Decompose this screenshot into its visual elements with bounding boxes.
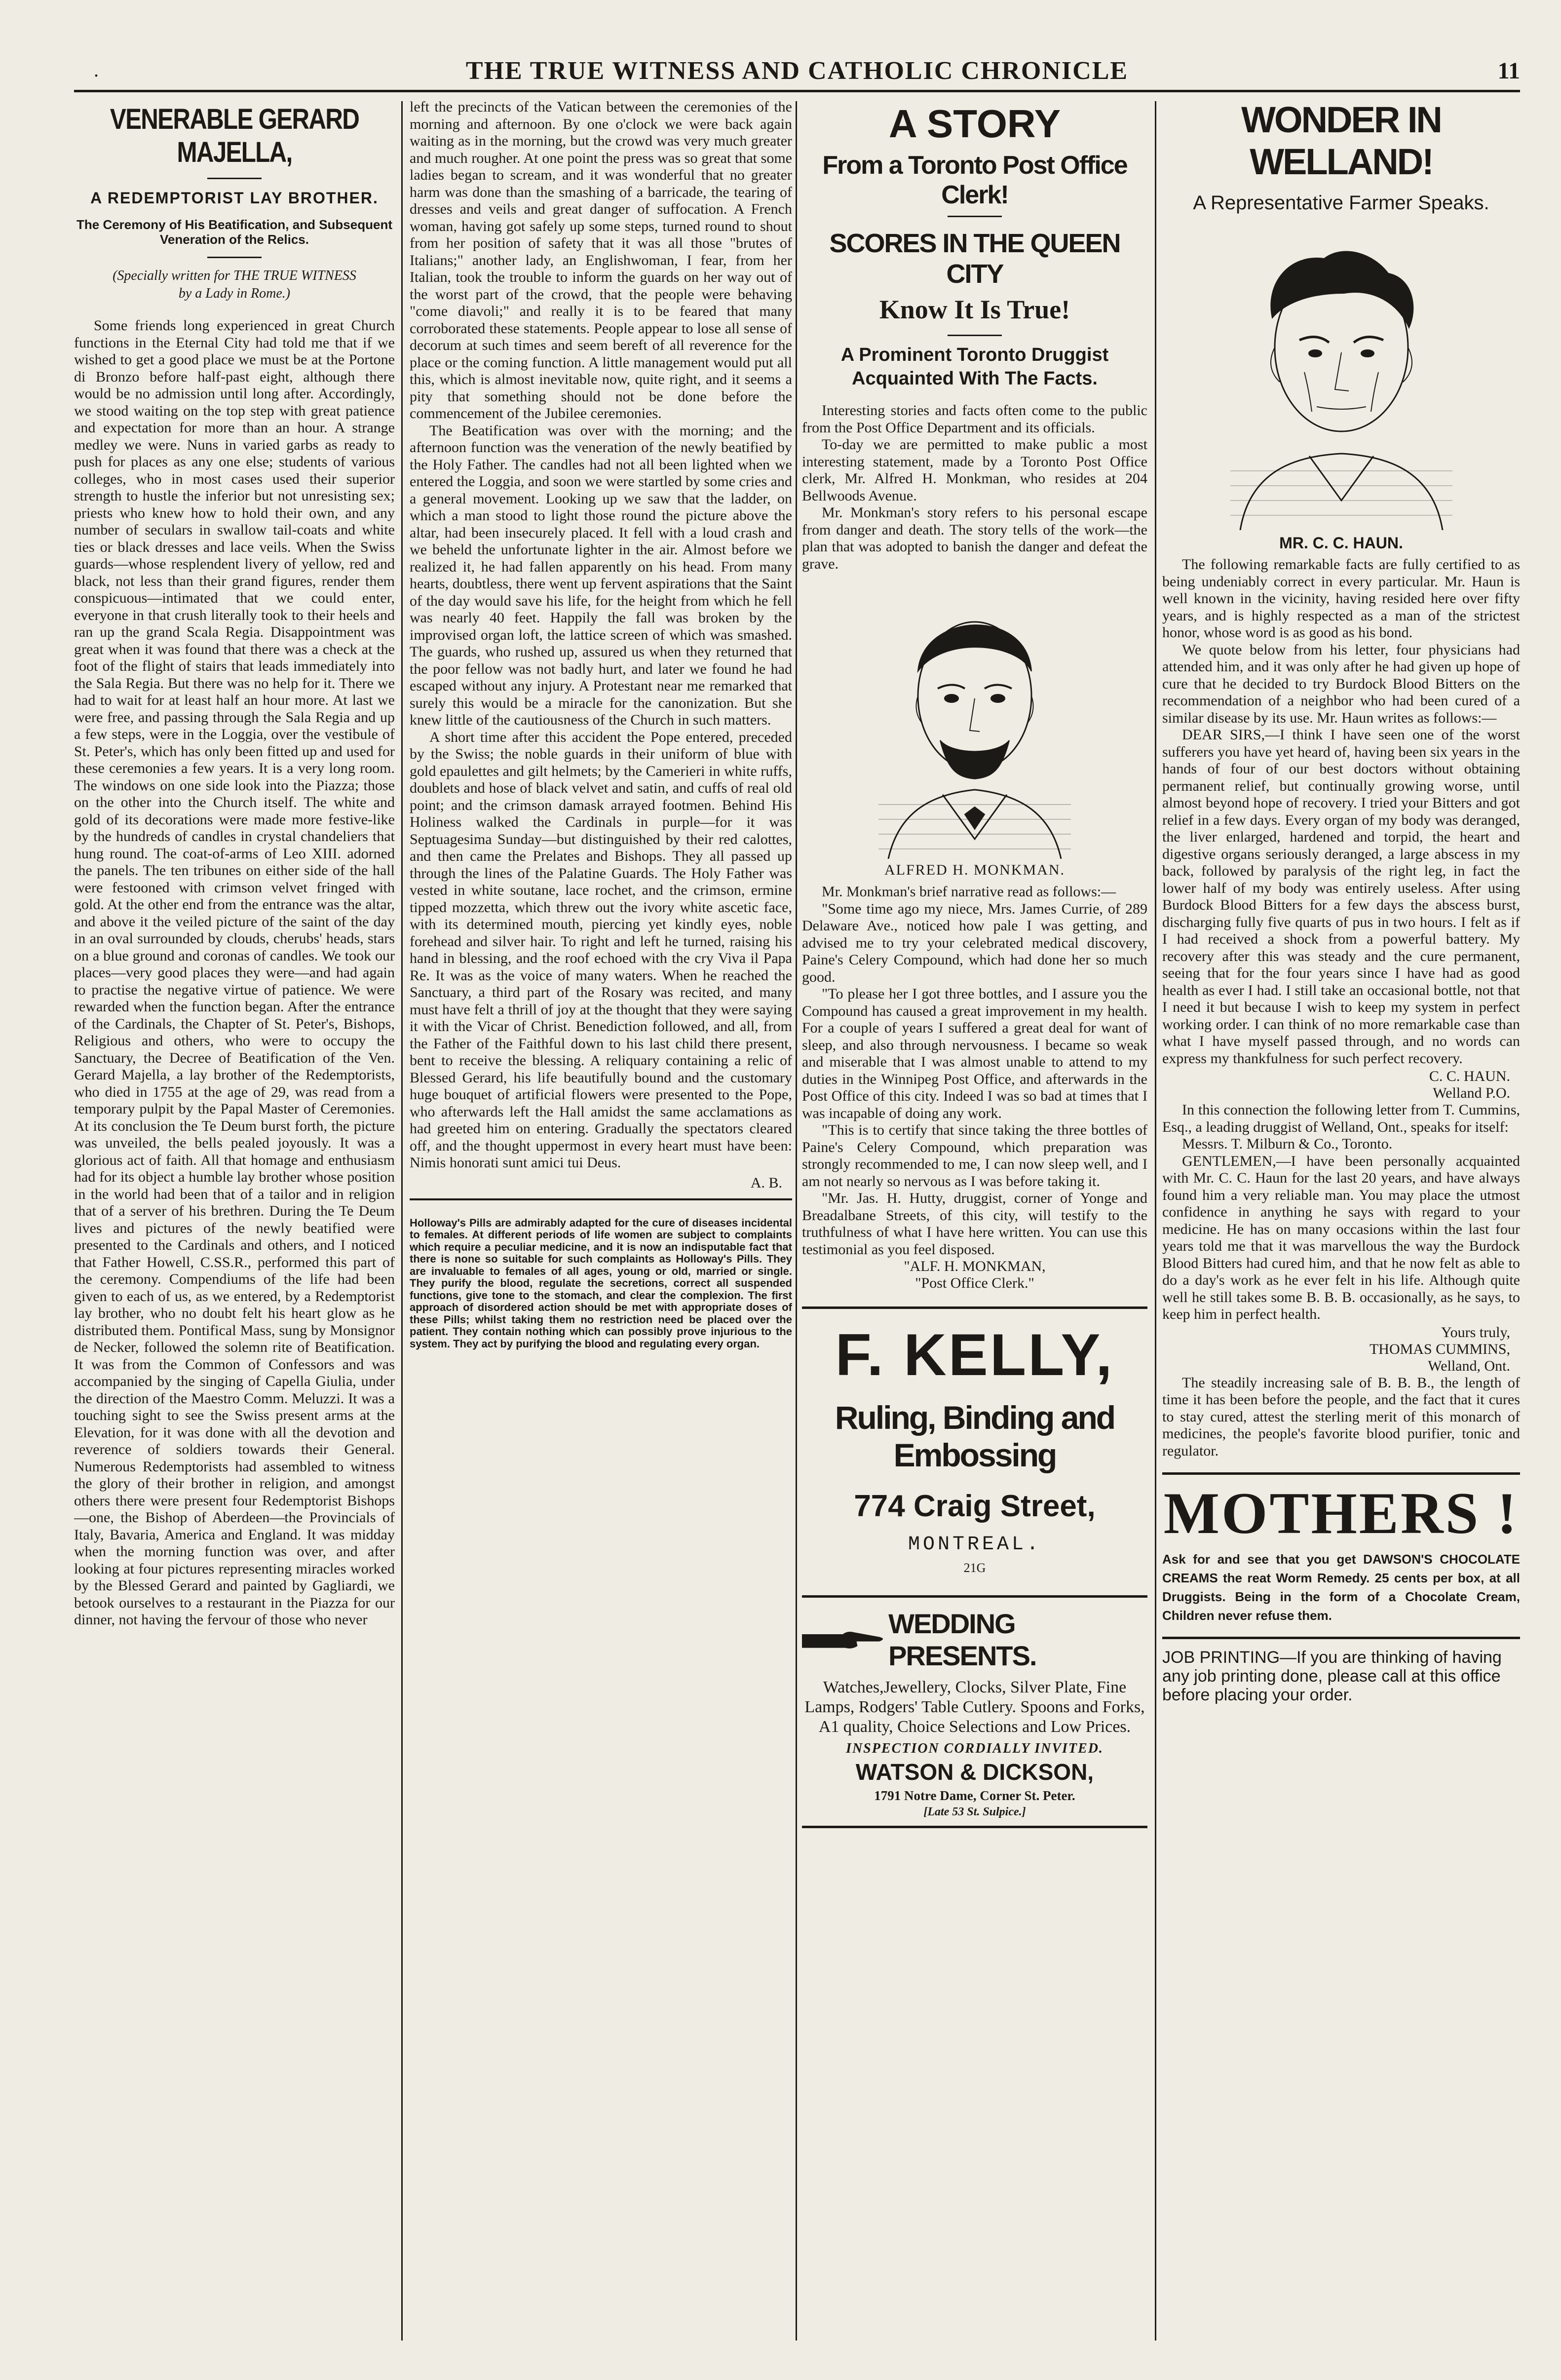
kelly-ad-services: Ruling, Binding and Embossing <box>835 1399 1115 1473</box>
testimonial-paragraph: DEAR SIRS,—I think I have seen one of the worst sufferers you have yet heard of, having been six years in the hands of four of our best doctors without obtaining permanent relief, but continually growing worse, until almost beyond hope of recovery. I tried your Bitters and got relief in a few days. Every organ of my body was deranged, the liver enlarged, hardened and torpid, the heart and digestive organs seriously deranged, a large abscess in my back, followed by paralysis of the right leg, in fact the lower half of my body was entirely useless. After using Burdock Blood Bitters for a few days the abscess burst, discharging fully five quarts of pus in two hours. I felt as if I had received a shock from a powerful battery. My recovery after this was steady and the cure permanent, seeing that for the four years since I have had as good health as ever I had. I still take an occasional bottle, not that I need it but because I wish to keep my system in perfect working order. I can think of no more remarkable case than what I have myself passed through, and no words can express my thankfulness for such perfect recovery. <box>1162 727 1520 1067</box>
column-3 <box>802 99 1147 2350</box>
mothers-ad-headline: MOTHERS ! <box>1163 1480 1519 1546</box>
byline-line: by a Lady in Rome.) <box>178 286 291 301</box>
article-paragraph: Some friends long experienced in great Church functions in the Eternal City had told me that if we wished to get a good place we must be at the Portone di Bronzo before half-past eight, although there would be no admission until long after. Accordingly, we stood waiting on the top step with great patience and expectation for more than an hour. A strange medley we were. Nuns in varied garbs as ready to push for places as any one else; students of various colleges, who in most cases used their superior strength to hustle the inferior but not unresisting sex; priests who knew how to hold their own, and any number of seculars in swallow tail-coats and white ties or black dresses and lace veils. When the Swiss guards—whose resplendent livery of yellow, red and black, not less than their grand figures, render them conspicuous—intimated that we could enter, everyone in that crush literally took to their heels and ran up the grand Scala Regia. Disappointment was great when it was found that there was a check at the foot of the flight of stairs that leads immediately into the Sala Regia. But there was no help for it. There we had to wait for at least half an hour more. At last we were free, and passing through the Sala Regia and up a few steps, were in the Loggia, over the vestibule of St. Peter's, which has only been fitted up and used for these ceremonies a few years. It is a very long room. The windows on one side look into the Piazza; those on the other into the Church itself. The white and gold of its decorations were made more festive-like by the hundreds of candles in crystal chandeliers that hung round. The coat-of-arms of Leo XIII. adorned the panels. The ten tribunes on either side of the hall were festooned with crimson velvet fringed with gold. At the other end from the entrance was the altar, and above it the veiled picture of the saint of the day in an oval surrounded by clouds, cherubs' heads, stars on a blue ground and coronas of candles. We took our places—very good places they were—and had again to practise the negative virtue of patience. We were rewarded when the function began. After the entrance of the Cardinals, the Chapter of St. Peter's, Bishops, Religious and others, who were to occupy the Sanctuary, the Decree of Beatification of the Ven. Gerard Majella, a lay brother of the Redemptorists, who died in 1755 at the age of 29, was read from a temporary pulpit by the Papal Master of Ceremonies. At its conclusion the Te Deum burst forth, the picture was unveiled, the bells pealed joyously. It was a glorious act of faith. All that homage and enthusiasm had for its object a humble lay brother whose position in the world had been that of a tailor and in religion that of a server of his brethren. During the Te Deum lives and pictures of the newly beatified were presented to the Cardinals and others, and I noticed that Father Howell, C.SS.R., performed this part of the ceremony. Compendiums of the life had been given to each of us, as we entered, by a Redemptorist lay brother, who no doubt felt his heart glow as he distributed them. Pontifical Mass, sung by Monsignor de Necker, followed the solemn rite of Beatification. It was from the Common of Confessors and was accompanied by the singing of Capella Giulia, under the direction of the Maestro Comm. Meluzzi. It was a touching sight to see the Swiss present arms at the Elevation, for it was done with all the devotion and reverence of soldiers towards their General. Numerous Redemptorists had assembled to witness the glory of their brother in religion, and amongst others there were present four Redemptorist Bishops—one, the Bishop of Aberdeen—the Provincials of Italy, Bavaria, America and England. It was midday when the morning function was over, and after looking at four pictures representing miracles worked by the Blessed Gerard and painted by Gagliardi, we betook ourselves to a restaurant in the Piazza for our dinner, not having the fervour of those who never <box>74 317 395 1628</box>
testimonial-paragraph: "To please her I got three bottles, and I assure you the Compound has caused a great improvement in my health. For a couple of years I suffered a great deal for want of sleep, and also through nervousness. I became so weak and miserable that I was almost unable to attend to my duties in the Winnipeg Post Office, and afterwards in the Post Office of this city. Indeed I was so bad at times that I was incapable of doing any work. <box>802 986 1147 1121</box>
testimonial-paragraph: "Some time ago my niece, Mrs. James Currie, of 289 Delaware Ave., noticed how pale I was getting, and advised me to try your celebrated medical discovery, Paine's Celery Compound, which had done her so much good. <box>802 900 1147 985</box>
ad-subheadline: A Representative Farmer Speaks. <box>1193 192 1489 214</box>
signature-line: "Post Office Clerk." <box>915 1275 1034 1291</box>
column-2 <box>410 99 792 2350</box>
page-number: 11 <box>1497 58 1520 84</box>
article-paragraph: left the precincts of the Vatican between the ceremonies of the morning and afternoon. By one o'clock we were back again waiting as in the morning, but the crowd was very much greater and much rougher. At one point the press was so great that some ladies began to scream, and it was wonderful that no greater harm was done than the smashing of a barricade, the tearing of dresses and veils and great danger of suffocation. A French woman, having got safely up some steps, turned round to shout from her position of safety that it was all those "brutes of Italians;" another lady, an Englishwoman, I fear, from her Italian, took the trouble to inform the guards on her way out of the worst part of the crowd, that the people were behaving "come diavoli;" and really it is to be feared that many corroborated these statements. People appear to lose all sense of decorum at such times and seem bereft of all reverence for the place or the coming function. A little management would put all this, which is almost inevitable now, quite right, and it seems a pity that something should not be done before the commencement of the Jubilee ceremonies. <box>410 99 792 422</box>
testimonial-paragraph: "This is to certify that since taking the three bottles of Paine's Celery Compound, which preparation was strongly recommended to me, I can now sleep well, and I am not nearly so nervous as I was before taking it. <box>802 1122 1147 1190</box>
article-paragraph: A short time after this accident the Pope entered, preceded by the Swiss; the noble guards in their uniform of blue with gold epaulettes and gilt helmets; by the Camerieri in white ruffs, doublets and hose of black velvet and satin, and cuffs of real old point; and the crimson damask arrayed footmen. Behind His Holiness walked the Cardinals in purple—for it was Septuagesima Sunday—but distinguished by their red calottes, and then came the Prelates and Bishops. They all passed up through the lines of the Palatine Guards. The Holy Father was vested in white soutane, lace rochet, and the crimson, ermine tipped mozzetta, which threw out the ivory white ascetic face, with its determined mouth, piercing yet kindly eyes, noble forehead and silver hair. To right and left he turned, raising his hand in blessing, and the roof echoed with the cry Viva il Papa Re. It was as the voice of many waters. When he reached the Sanctuary, a third part of the Rosary was recited, and many must have felt a thrill of joy at the thought that they were saying it with the Vicar of Christ. Benediction followed, and all, from the Father of the Faithful down to his last child there present, bent to receive the blessing. A reliquary containing a relic of Blessed Gerard, his life beautifully bound and the customary huge bouquet of artificial flowers were presented to the Pope, who afterwards left the Hall amidst the same acclamations as had greeted him on entering. Gradually the spectators cleared off, and the thought uppermost in every heart must have been: Nimis honorati sunt amici tui Deus. <box>410 729 792 1171</box>
kelly-ad <box>802 1306 1147 1598</box>
portrait-illustration <box>869 582 1081 859</box>
testimonial-paragraph: "Mr. Jas. H. Hutty, druggist, corner of Yonge and Breadalbane Streets, of this city, will testify to the truthfulness of what I have here written. You can use this testimonial as you feel disposed. <box>802 1190 1147 1258</box>
byline-line: (Specially written for THE TRUE WITNESS <box>113 268 356 283</box>
ad-paragraph: The following remarkable facts are fully certified to as being undeniably correct in every particular. Mr. Haun is well known in the vicinity, having resided here over fifty years, and is highly respected as a man of the strictest honor, whose word is as good as his bond. <box>1162 556 1520 641</box>
article-subheadline: A REDEMPTORIST LAY BROTHER. <box>90 189 379 207</box>
ad-paragraph: We quote below from his letter, four physicians had attended him, and it was only after he had given up hope of cure that he decided to try Burdock Blood Bitters on the recommendation of a neighbor who had been cured of a similar disease by its use. Mr. Haun writes as follows:— <box>1162 641 1520 726</box>
testimonial-paragraph: GENTLEMEN,—I have been personally acquainted with Mr. C. C. Haun for the last 20 years, and have always found him a very reliable man. You may place the utmost confidence in anything he says with regard to your medicine. He has on many occasions within the last four years told me that it was marvellous the way the Burdock Blood Bitters had cured him, and that he now felt as able to do a day's work as he ever felt in his life. Although quite well he still takes some B. B. B. occasionally, as he says, to keep him in perfect health. <box>1162 1152 1520 1322</box>
article-signature: A. B. <box>750 1174 782 1191</box>
article-deck: The Ceremony of His Beatification, and Subsequent Veneration of the Relics. <box>76 217 392 247</box>
signature-line: "ALF. H. MONKMAN, <box>904 1258 1046 1274</box>
article-byline <box>74 267 395 303</box>
ad-subheadline: A Prominent Toronto Druggist Acquainted With The Facts. <box>840 345 1109 389</box>
job-printing-notice: JOB PRINTING—If you are thinking of having any job printing done, please call at this office before placing your order. <box>1162 1637 1520 1704</box>
testimonial-signature <box>1162 1068 1510 1102</box>
divider <box>948 335 1002 336</box>
mothers-ad-text: Ask for and see that you get DAWSON'S CHOCOLATE CREAMS the reat Worm Remedy. 25 cents per box, at all Druggists. Being in the form of a Chocolate Cream, Children never refuse them. <box>1162 1552 1520 1623</box>
ad-headline: WONDER IN WELLAND! <box>1241 99 1441 182</box>
inspection-line: INSPECTION CORDIALLY INVITED. <box>846 1741 1104 1756</box>
portrait-engraving <box>1225 224 1457 530</box>
wedding-items: Watches,Jewellery, Clocks, Silver Plate, Fine Lamps, Rodgers' Table Cutlery. Spoons and Forks, A1 quality, Choice Selections and Low Prices. <box>804 1678 1145 1736</box>
signature-line: THOMAS CUMMINS, <box>1369 1341 1510 1357</box>
column-4 <box>1162 99 1520 2350</box>
signature-line: Welland, Ont. <box>1428 1357 1510 1374</box>
ad-paragraph: Messrs. T. Milburn & Co., Toronto. <box>1182 1136 1393 1152</box>
wedding-title: WEDDING PRESENTS. <box>888 1608 1036 1671</box>
ad-paragraph: Mr. Monkman's story refers to his personal escape from danger and death. The story tells of the work—the plan that was adopted to banish the danger and defeat the grave. <box>802 504 1147 572</box>
kelly-ad-street: 774 Craig Street, <box>854 1489 1096 1523</box>
portrait-illustration <box>1225 224 1457 530</box>
wedding-heading <box>802 1608 1147 1672</box>
ad-headline: A STORY <box>888 102 1061 146</box>
column-rule <box>1155 101 1156 2341</box>
signature-line: Yours truly, <box>1441 1324 1510 1341</box>
watson-ad-name: WATSON & DICKSON, <box>855 1759 1094 1785</box>
newspaper-title: THE TRUE WITNESS AND CATHOLIC CHRONICLE <box>465 57 1129 85</box>
ad-subheadline: Know It Is True! <box>879 295 1070 324</box>
ad-subheadline: SCORES IN THE QUEEN CITY <box>829 229 1120 289</box>
holloway-ad-text: Holloway's Pills are admirably adapted for the cure of diseases incidental to females. At different periods of life women are subject to complaints which require a peculiar medicine, and it is now an indisputable fact that there is none so suitable for such complaints as Holloway's Pills. They are invaluable to females of all ages, young or old, married or single. They purify the blood, regulate the secretions, correct all suspended functions, give tone to the stomach, and clear the complexion. The first approach of disordered action should be met with appropriate doses of these Pills; whilst taking them no restriction need be placed over the patient. They contain nothing which can possibly prove injurious to the system. They act by purifying the blood and regulating every organ. <box>410 1216 792 1350</box>
column-rule <box>796 101 797 2341</box>
watson-ad-address: 1791 Notre Dame, Corner St. Peter. <box>874 1788 1075 1803</box>
pointing-hand-icon <box>802 1625 888 1654</box>
portrait-engraving <box>869 582 1081 859</box>
article-paragraph: The Beatification was over with the morning; and the afternoon function was the veneration of the newly beatified by the Holy Father. The candles had not all been lighted when we entered the Loggia, and soon we were startled by some cries and a general movement. Looking up we saw that the ladder, on which a man stood to light those round the picture above the altar, had been insecurely placed. It fell with a loud crash and we beheld the unfortunate lighter in the air. Almost before we realized it, he had fallen apparently on his head. From many hearts, doubtless, there went up fervent aspirations that the Saint of the day would save his life, for the height from which he fell was nearly 40 feet. Happily the fall was broken by the improvised organ loft, the lattice screen of which was smashed. The guards, who rushed up, assured us when they returned that the poor fellow was not badly hurt, and later we found he had escaped without any injury. A Protestant near me remarked that surely this would be a miracle for the canonization. But she knew little of the cautiousness of the Church in such matters. <box>410 422 792 728</box>
kelly-ad-name: F. KELLY, <box>835 1322 1114 1388</box>
watson-ad <box>802 1608 1147 1828</box>
signature-line: C. C. HAUN. <box>1429 1068 1510 1084</box>
portrait-caption: ALFRED H. MONKMAN. <box>884 862 1065 878</box>
column-1 <box>74 99 395 2350</box>
ad-paragraph: Mr. Monkman's brief narrative read as follows:— <box>822 883 1116 900</box>
testimonial-signature <box>802 1258 1147 1292</box>
portrait-caption: MR. C. C. HAUN. <box>1279 534 1403 552</box>
article-headline: VENERABLE GERARD MAJELLA, <box>110 103 359 168</box>
ad-paragraph: To-day we are permitted to make public a most interesting statement, made by a Toronto Post Office clerk, Mr. Alfred H. Monkman, who resides at 204 Bellwoods Avenue. <box>802 436 1147 504</box>
divider <box>948 216 1002 217</box>
divider <box>207 257 262 258</box>
ad-paragraph: The steadily increasing sale of B. B. B., the length of time it has been before the people, and the fact that it cures to stay cured, attest the sterling merit of this monarch of medicines, the people's favorite blood purifier, tonic and regulator. <box>1162 1374 1520 1459</box>
testimonial-signature <box>1162 1324 1510 1375</box>
ad-paragraph: In this connection the following letter from T. Cummins, Esq., a leading druggist of Welland, Ont., speaks for itself: <box>1162 1102 1520 1135</box>
masthead <box>74 55 1520 92</box>
ad-paragraph: Interesting stories and facts often come to the public from the Post Office Department and its officials. <box>802 402 1147 436</box>
divider <box>207 178 262 179</box>
watson-ad-former-address: [Late 53 St. Sulpice.] <box>923 1805 1026 1818</box>
column-rule <box>401 101 403 2341</box>
mothers-ad <box>1162 1472 1520 1625</box>
signature-line: Welland P.O. <box>1433 1085 1510 1101</box>
ad-number: 21G <box>963 1561 986 1575</box>
ad-subheadline: From a Toronto Post Office Clerk! <box>822 151 1127 209</box>
masthead-dot: . <box>94 59 99 81</box>
kelly-ad-city: MONTREAL. <box>908 1534 1042 1556</box>
holloway-ad <box>410 1198 792 1350</box>
